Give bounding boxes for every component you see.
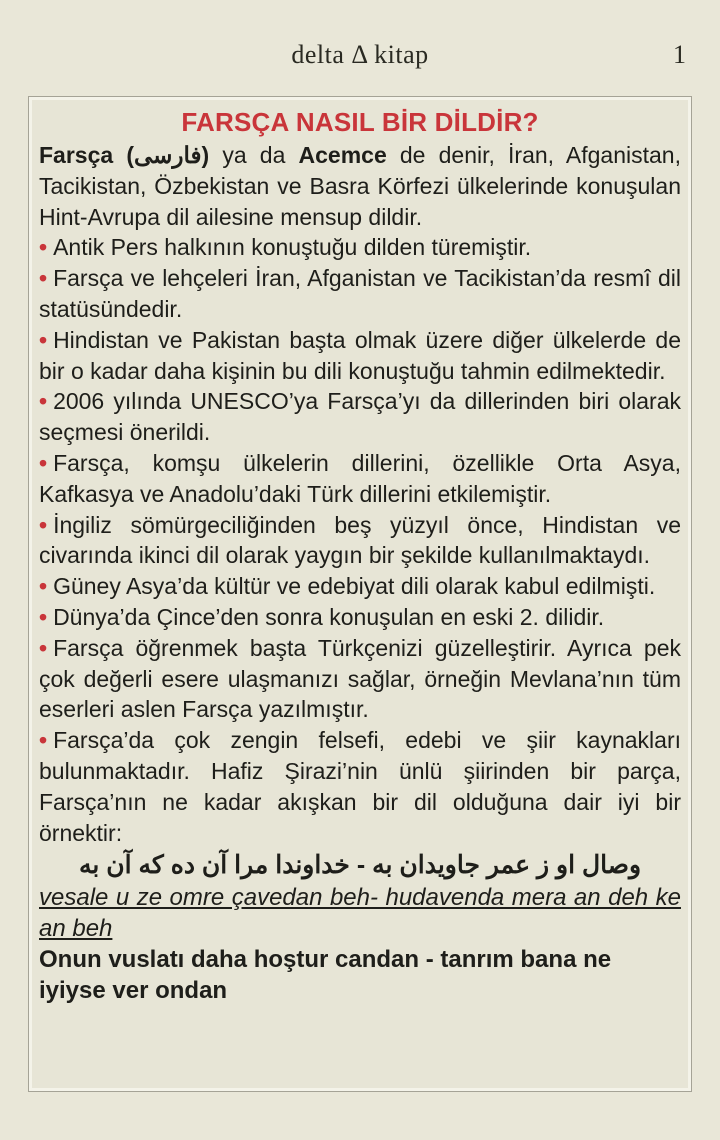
bullet-icon: • (39, 634, 48, 661)
bullet-icon: • (39, 449, 48, 476)
bullet-text: Farsça öğrenmek başta Türkçenizi güzelleştirir. Ayrıca pek çok değerli esere ulaşmanızı sağlar, örneğin Mevlana’nın tüm eserleri aslen Farsça yazılmıştır. (39, 634, 681, 723)
bullet-text: Güney Asya’da kültür ve edebiyat dili olarak kabul edilmişti. (53, 573, 656, 600)
bullet-text: Farsça, komşu ülkelerin dillerini, özellikle Orta Asya, Kafkasya ve Anadolu’daki Türk dillerini etkilemiştir. (39, 449, 681, 507)
bullet-item (39, 386, 681, 448)
bullet-item (39, 510, 681, 572)
bullet-item (39, 448, 681, 510)
intro-text-rest: de denir, İran, Afganistan, Tacikistan, Özbekistan ve Basra Körfezi ülkelerinde konuşulan Hint-Avrupa dil ailesine mensup dildir. (39, 142, 681, 230)
intro-bold-farsca: Farsça (39, 142, 127, 168)
article-box (28, 96, 692, 1092)
bullet-icon: • (39, 603, 48, 630)
bullet-item (39, 263, 681, 325)
intro-paragraph (39, 140, 681, 232)
intro-text-mid: ya da (209, 142, 299, 168)
bullet-text: Farsça ve lehçeleri İran, Afganistan ve Tacikistan’da resmî dil statüsündedir. (39, 265, 681, 322)
bullet-icon: • (39, 234, 48, 261)
persian-verse: وصال او ز عمر جاویدان به - خداوندا مرا آن ده که آن به (78, 851, 642, 880)
bullet-item (39, 232, 681, 263)
book-title: delta Δ kitap (291, 40, 429, 69)
bullet-text: Antik Pers halkının konuştuğu dilden türemiştir. (53, 234, 532, 261)
bullet-item (39, 571, 681, 602)
turkish-translation: Onun vuslatı daha hoştur candan - tanrım bana ne iyiyse ver ondan (39, 946, 612, 1005)
intro-arabic-farsi: (فارسی) (126, 142, 210, 168)
bullet-text: Farsça’da çok zengin felsefi, edebi ve şiir kaynakları bulunmaktadır. Hafiz Şirazi’nin ünlü şiirinden bir parça, Farsça’nın ne kadar akışkan bir dil olduğuna dair iyi bir örnektir: (39, 727, 681, 846)
transliteration-line: vesale u ze omre çavedan beh- hudavenda mera an deh ke an beh (39, 884, 681, 943)
bullet-text: 2006 yılında UNESCO’ya Farsça’yı da dillerinden biri olarak seçmesi önerildi. (39, 388, 681, 446)
article-title: FARSÇA NASIL BİR DİLDİR? (181, 107, 539, 137)
bullet-icon: • (39, 265, 48, 292)
bullet-icon: • (39, 573, 48, 600)
page-header (0, 0, 720, 76)
bullet-item (39, 633, 681, 725)
bullet-item (39, 725, 681, 848)
page-number: 1 (673, 40, 686, 69)
intro-bold-acemce: Acemce (298, 142, 387, 168)
bullet-icon: • (39, 727, 48, 754)
bullet-text: Hindistan ve Pakistan başta olmak üzere diğer ülkelerde de bir o kadar daha kişinin bu dili konuştuğu tahmin edilmektedir. (39, 326, 681, 384)
bullet-text: İngiliz sömürgeciliğinden beş yüzyıl önce, Hindistan ve civarında ikinci dil olarak yaygın bir şekilde kullanılmaktaydı. (39, 511, 681, 569)
bullet-icon: • (39, 388, 48, 415)
bullet-item (39, 325, 681, 387)
bullet-item (39, 602, 681, 633)
bullet-text: Dünya’da Çince’den sonra konuşulan en eski 2. dilidir. (53, 603, 605, 630)
bullet-icon: • (39, 326, 48, 353)
bullet-icon: • (39, 511, 48, 538)
